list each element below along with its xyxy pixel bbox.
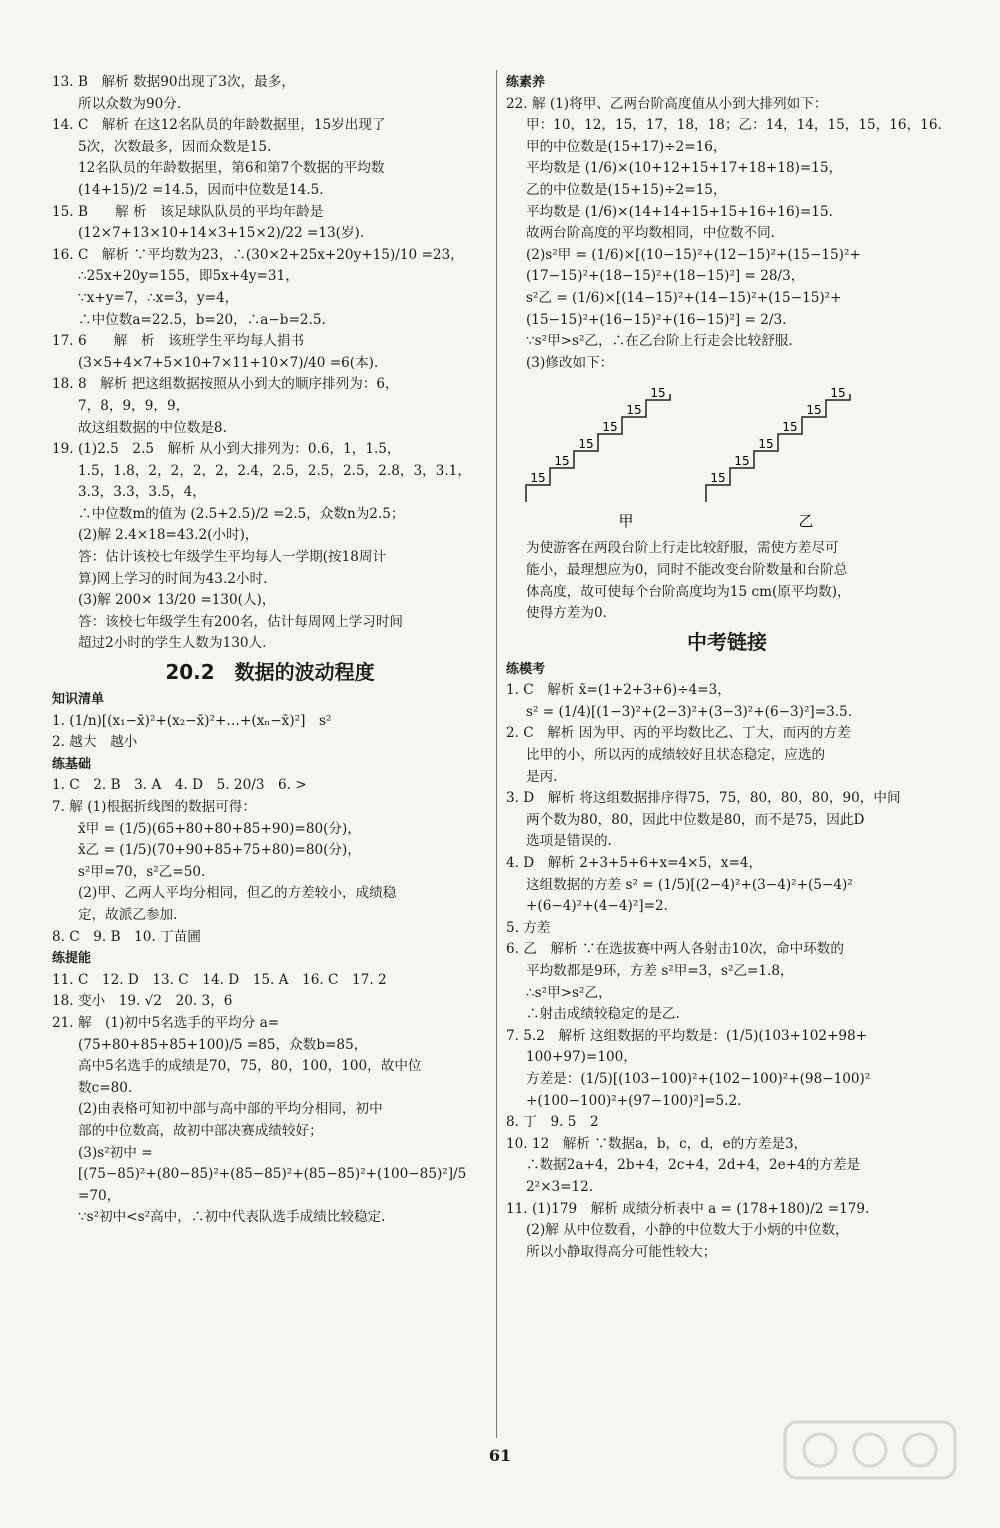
right_column_bottom-line-14: 4. D 解析 2+3+5+6+x=4×5，x=4， xyxy=(506,855,763,872)
left_column-line-14: 18. 8 解析 把这组数据按照从小到大的顺序排列为：6， xyxy=(52,376,399,393)
left_column-line-48: 部的中位数高，故初中部决赛成绩较好； xyxy=(78,1122,323,1139)
left_column-line-30: 2. 越大 越小 xyxy=(52,734,138,751)
stair-outline xyxy=(526,394,670,502)
right_column_top-line-0: 练素养 xyxy=(506,75,546,90)
right_column_bottom-line-19: 平均数都是9环，方差 s²甲=3，s²乙=1.8， xyxy=(526,963,794,979)
stair-step-label: 15 xyxy=(554,454,570,469)
left_column-line-19: 3.3，3.3，3.5，4， xyxy=(78,484,206,501)
right_column_bottom-line-4: 中考链接 xyxy=(687,629,767,654)
left_column-line-50: [(75−85)²+(80−85)²+(85−85)²+(85−85)²+(100−85)²]/5 =70， xyxy=(78,1166,467,1204)
left_column-line-20: ∴中位数m的值为 (2.5+2.5)/2 =2.5，众数n为2.5； xyxy=(78,505,405,522)
right_column_top-line-7: 故两台阶高度的平均数相同，中位数不同. xyxy=(526,225,776,242)
right_column_top-line-12: ∵s²甲>s²乙，∴在乙台阶上行走会比较舒服. xyxy=(526,333,793,350)
right_column_bottom-line-27: 10. 12 解析 ∵数据a，b，c，d，e的方差是3， xyxy=(506,1135,808,1152)
stair-step-label: 15 xyxy=(626,403,642,418)
stair-step-label: 15 xyxy=(710,471,726,486)
left_column-line-32: 1. C 2. B 3. A 4. D 5. 20/3 6. > xyxy=(52,777,307,794)
right_column_bottom-line-26: 8. 丁 9. 5 2 xyxy=(506,1114,599,1131)
left_column-line-37: (2)甲、乙两人平均分相同，但乙的方差较小，成绩稳 xyxy=(78,885,397,902)
right_column_bottom-line-0: 为使游客在两段台阶上行走比较舒服，需使方差尽可 xyxy=(526,540,839,557)
right_column_top-line-6: 平均数是 (1/6)×(14+14+15+15+16+16)=15. xyxy=(526,203,833,220)
right_column_bottom-line-17: 5. 方差 xyxy=(506,919,551,936)
left_column-line-3: 5次，次数最多，因而众数是15. xyxy=(78,138,272,155)
right_column_top-line-4: 平均数是 (1/6)×(10+12+15+17+18+18)=15， xyxy=(526,160,843,177)
left_column-line-51: ∵s²初中<s²高中，∴初中代表队选手成绩比较稳定. xyxy=(78,1209,386,1226)
right_column_bottom-line-3: 使得方差为0. xyxy=(526,605,607,622)
left_column-line-45: 高中5名选手的成绩是70，75，80，100，100，故中位 xyxy=(78,1058,422,1075)
right_column_bottom-line-5: 练模考 xyxy=(506,661,546,677)
left_column-line-16: 故这组数据的中位数是8. xyxy=(78,419,227,436)
right_column_bottom-line-16: +(6−4)²+(4−4)²]=2. xyxy=(526,898,668,915)
left_column-line-8: 16. C 解析 ∵平均数为23，∴(30×2+25x+20y+15)/10 =23， xyxy=(52,246,464,263)
left_column-line-9: ∴25x+20y=155，即5x+4y=31， xyxy=(78,268,299,285)
left_column-line-7: (12×7+13×10+14×3+15×2)/22 =13(岁). xyxy=(78,225,365,242)
right_column_top-line-13: (3)修改如下： xyxy=(526,354,614,371)
right_column_bottom-line-29: 2²×3=12. xyxy=(526,1178,594,1195)
left_column-line-46: 数c=80. xyxy=(78,1079,133,1096)
right_column_bottom-line-7: s² = (1/4)[(1−3)²+(2−3)²+(3−3)²+(6−3)²]=3.5. xyxy=(526,703,853,720)
right_column_bottom-line-1: 能小，最理想应为0，同时不能改变台阶数量和台阶总 xyxy=(526,561,848,578)
right_column_top-line-3: 甲的中位数是(15+17)÷2=16， xyxy=(526,138,727,155)
column-divider xyxy=(496,70,497,1438)
stairs-diagram xyxy=(506,380,906,530)
left_column-line-13: (3×5+4×7+5×10+7×11+10×7)/40 =6(本). xyxy=(78,354,379,371)
right_column_top-line-2: 甲：10，12，15，17，18，18；乙：14，14，15，15，16，16. xyxy=(526,117,942,134)
stair-outline xyxy=(706,394,850,502)
left_column-line-43: 21. 解 (1)初中5名选手的平均分 a= xyxy=(52,1014,280,1031)
page-number: 61 xyxy=(488,1446,512,1465)
right_column_bottom-line-30: 11. (1)179 解析 成绩分析表中 a = (178+180)/2 =179. xyxy=(506,1200,870,1217)
answer-watermark-logo xyxy=(780,1414,960,1504)
left_column-line-35: x̄乙 = (1/5)(70+90+85+75+80)=80(分)， xyxy=(78,842,361,859)
stairs-yi xyxy=(706,386,850,502)
left_column-line-44: (75+80+85+85+100)/5 =85，众数b=85， xyxy=(78,1036,368,1053)
left_column-line-33: 7. 解 (1)根据折线图的数据可得： xyxy=(52,799,256,815)
left_column-line-25: 答：该校七年级学生有200名，估计每周网上学习时间 xyxy=(78,613,404,630)
right_column_bottom-line-18: 6. 乙 解析 ∵在选拔赛中两人各射击10次，命中环数的 xyxy=(506,941,844,958)
right_column_top-line-10: s²乙 = (1/6)×[(14−15)²+(14−15)²+(15−15)²+ xyxy=(526,289,842,306)
stair-step-label: 15 xyxy=(830,386,846,401)
left_column-line-40: 练提能 xyxy=(52,951,92,967)
left_column-line-39: 8. C 9. B 10. 丁苗圃 xyxy=(52,928,201,945)
left_column-line-27: 20.2 数据的波动程度 xyxy=(165,660,375,685)
stairs-label-yi: 乙 xyxy=(798,512,814,531)
left_column-line-23: 算)网上学习的时间为43.2小时. xyxy=(78,570,268,587)
stair-step-label: 15 xyxy=(806,403,822,418)
right_column_bottom-line-11: 3. D 解析 将这组数据排序得75，75，80，80，80，90，中间 xyxy=(506,790,901,807)
left_column-line-6: 15. B 解 析 该足球队队员的平均年龄是 xyxy=(52,203,324,220)
left_column-line-4: 12名队员的年龄数据里，第6和第7个数据的平均数 xyxy=(78,160,385,177)
right_column_bottom-line-31: (2)解 从中位数看，小静的中位数大于小炳的中位数， xyxy=(526,1222,849,1239)
right_column_top-line-8: (2)s²甲 = (1/6)×[(10−15)²+(12−15)²+(15−15)²+ xyxy=(526,246,861,263)
stairs-figure xyxy=(506,380,948,530)
stair-step-label: 15 xyxy=(758,437,774,452)
left_column-line-22: 答：估计该校七年级学生平均每人一学期(按18周计 xyxy=(78,549,387,566)
stair-step-label: 15 xyxy=(734,454,750,469)
left_column-line-38: 定，故派乙参加. xyxy=(78,906,178,923)
right_column_bottom-line-6: 1. C 解析 x̄=(1+2+3+6)÷4=3， xyxy=(506,682,731,699)
left_column-line-42: 18. 变小 19. √2 20. 3，6 xyxy=(52,993,233,1010)
right_column_bottom-line-24: 方差是：(1/5)[(103−100)²+(102−100)²+(98−100)² xyxy=(526,1070,871,1087)
right_column_bottom-line-20: ∴s²甲>s²乙， xyxy=(526,984,612,1001)
right_column_bottom-line-32: 所以小静取得高分可能性较大； xyxy=(526,1243,717,1260)
right-column xyxy=(506,72,948,1263)
left_column-line-1: 所以众数为90分. xyxy=(78,95,182,112)
right_column_bottom-line-23: 100+97)=100， xyxy=(526,1049,637,1066)
right_column_bottom-line-9: 比甲的小，所以丙的成绩较好且状态稳定，应选的 xyxy=(526,747,826,764)
left_column-line-34: x̄甲 = (1/5)(65+80+80+85+90)=80(分)， xyxy=(78,820,361,837)
left_column-line-10: ∵x+y=7，∴x=3，y=4， xyxy=(78,289,239,306)
stairs-label-jia: 甲 xyxy=(618,512,634,531)
right_column_bottom-line-10: 是丙. xyxy=(526,768,558,785)
left-column xyxy=(52,72,488,1229)
right_column_bottom-line-12: 两个数为80，80，因此中位数是80，而不是75，因此D xyxy=(526,811,865,828)
left_column-line-0: 13. B 解析 数据90出现了3次，最多， xyxy=(52,74,295,90)
stair-step-label: 15 xyxy=(602,420,618,435)
left_column-line-49: (3)s²初中 = xyxy=(78,1144,153,1161)
left_column-line-18: 1.5，1.8，2，2，2，2，2.4，2.5，2.5，2.5，2.8，3，3.1， xyxy=(78,462,471,479)
left_column-line-24: (3)解 200× 13/20 =130(人)， xyxy=(78,592,276,609)
left_column-line-31: 练基础 xyxy=(52,756,92,772)
right_column_bottom-line-28: ∴数据2a+4，2b+4，2c+4，2d+4，2e+4的方差是 xyxy=(526,1157,861,1174)
stair-step-label: 15 xyxy=(650,386,666,401)
left_column-line-29: 1. (1/n)[(x₁−x̄)²+(x₂−x̄)²+…+(xₙ−x̄)²] s² xyxy=(52,712,332,729)
right_column_top-line-11: (15−15)²+(16−15)²+(16−15)²] = 2/3. xyxy=(526,311,787,328)
right_column_bottom-line-2: 体高度，故可使每个台阶高度均为15 cm(原平均数)， xyxy=(526,583,851,600)
left_column-line-26: 超过2小时的学生人数为130人. xyxy=(78,635,267,652)
left_column-line-15: 7，8，9，9，9， xyxy=(78,397,190,414)
left_column-line-28: 知识清单 xyxy=(52,692,105,708)
left_column-line-41: 11. C 12. D 13. C 14. D 15. A 16. C 17. 2 xyxy=(52,971,387,988)
left_column-line-17: 19. (1)2.5 2.5 解析 从小到大排列为：0.6，1，1.5， xyxy=(52,441,401,458)
right_column_bottom-line-25: +(100−100)²+(97−100)²]=5.2. xyxy=(526,1092,742,1109)
stair-step-label: 15 xyxy=(530,471,546,486)
left_column-line-11: ∴中位数a=22.5，b=20，∴a−b=2.5. xyxy=(78,311,326,328)
right_column_bottom-line-22: 7. 5.2 解析 这组数据的平均数是：(1/5)(103+102+98+ xyxy=(506,1027,868,1044)
left_column-line-21: (2)解 2.4×18=43.2(小时)， xyxy=(78,527,259,544)
right_column_bottom-line-13: 选项是错误的. xyxy=(526,833,612,850)
right_column_top-line-1: 22. 解 (1)将甲、乙两台阶高度值从小到大排列如下： xyxy=(506,95,828,112)
right_column_bottom-line-8: 2. C 解析 因为甲、丙的平均数比乙、丁大，而丙的方差 xyxy=(506,725,851,742)
right_column_top-line-9: (17−15)²+(18−15)²+(18−15)²] = 28/3， xyxy=(526,268,805,285)
left_column-line-47: (2)由表格可知初中部与高中部的平均分相同，初中 xyxy=(78,1101,383,1118)
stairs-jia xyxy=(526,386,670,502)
right_column_top-line-5: 乙的中位数是(15+15)÷2=15， xyxy=(526,181,727,198)
stair-step-label: 15 xyxy=(782,420,798,435)
left_column-line-36: s²甲=70，s²乙=50. xyxy=(78,863,206,880)
right_column_bottom-line-21: ∴射击成绩较稳定的是乙. xyxy=(526,1006,680,1023)
left_column-line-5: (14+15)/2 =14.5，因而中位数是14.5. xyxy=(78,181,324,198)
left_column-line-2: 14. C 解析 在这12名队员的年龄数据里，15岁出现了 xyxy=(52,117,386,134)
right-column-top xyxy=(506,72,948,374)
right_column_bottom-line-15: 这组数据的方差 s² = (1/5)[(2−4)²+(3−4)²+(5−4)² xyxy=(526,876,853,893)
stair-step-label: 15 xyxy=(578,437,594,452)
right-column-bottom xyxy=(506,538,948,1263)
left_column-line-12: 17. 6 解 析 该班学生平均每人捐书 xyxy=(52,333,305,350)
